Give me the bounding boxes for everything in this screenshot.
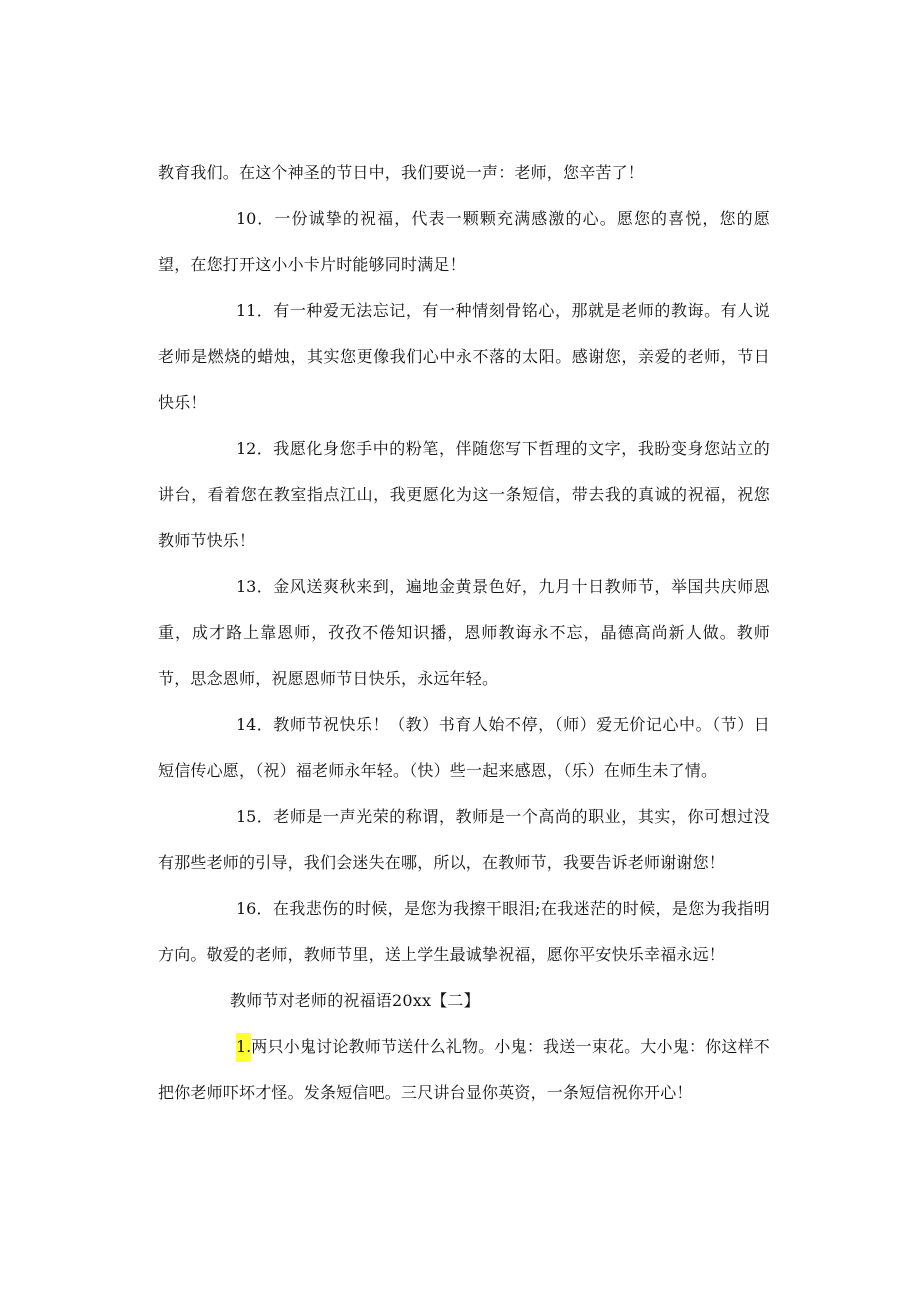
list-item-14 <box>158 702 770 794</box>
list-item-11 <box>158 288 770 426</box>
list-item-1 <box>158 1024 770 1116</box>
item-text: ．教师节祝快乐！（教）书育人始不停，（师）爱无价记心中。（节）日短信传心愿，（祝）福老师永年轻。（快）些一起来感恩，（乐）在师生未了情。 <box>158 715 770 780</box>
list-item-12 <box>158 426 770 564</box>
item-text: ．老师是一声光荣的称谓，教师是一个高尚的职业，其实，你可想过没有那些老师的引导，我们会迷失在哪，所以，在教师节，我要告诉老师谢谢您！ <box>158 807 770 872</box>
item-number: 12 <box>236 439 257 458</box>
list-item-15 <box>158 794 770 886</box>
document-page <box>158 150 770 1116</box>
item-text: 两只小鬼讨论教师节送什么礼物。小鬼：我送一束花。大小鬼：你这样不把你老师吓坏才怪。发条短信吧。三尺讲台显你英资，一条短信祝你开心！ <box>158 1037 770 1102</box>
item-text: ．在我悲伤的时候，是您为我擦干眼泪;在我迷茫的时候，是您为我指明方向。敬爱的老师，教师节里，送上学生最诚挚祝福，愿你平安快乐幸福永远！ <box>158 899 770 964</box>
list-item-10 <box>158 196 770 288</box>
item-number: 16 <box>236 899 257 918</box>
paragraph-continuation <box>158 150 770 196</box>
item-text: ．有一种爱无法忘记，有一种情刻骨铭心，那就是老师的教诲。有人说老师是燃烧的蜡烛，其实您更像我们心中永不落的太阳。感谢您，亲爱的老师，节日快乐！ <box>158 301 770 412</box>
item-number: 13 <box>236 577 257 596</box>
paragraph-text: 教育我们。在这个神圣的节日中，我们要说一声：老师，您辛苦了！ <box>158 163 645 182</box>
item-text: ．一份诚挚的祝福，代表一颗颗充满感激的心。愿您的喜悦，您的愿望，在您打开这小小卡片时能够同时满足！ <box>158 209 770 274</box>
item-number: 11 <box>236 301 257 320</box>
list-item-13 <box>158 564 770 702</box>
item-text: ．我愿化身您手中的粉笔，伴随您写下哲理的文字，我盼变身您站立的讲台，看着您在教室指点江山，我更愿化为这一条短信，带去我的真诚的祝福，祝您教师节快乐！ <box>158 439 770 550</box>
list-item-16 <box>158 886 770 978</box>
item-number: 14 <box>236 715 257 734</box>
highlighted-item-number: 1. <box>236 1033 251 1062</box>
item-text: ．金风送爽秋来到，遍地金黄景色好，九月十日教师节，举国共庆师恩重，成才路上靠恩师，孜孜不倦知识播，恩师教诲永不忘，晶德高尚新人做。教师节，思念恩师，祝愿恩师节日快乐，永远年轻。 <box>158 577 770 688</box>
section-heading: 教师节对老师的祝福语20xx【二】 <box>230 991 480 1010</box>
item-number: 10 <box>236 209 257 228</box>
item-number: 15 <box>236 807 257 826</box>
